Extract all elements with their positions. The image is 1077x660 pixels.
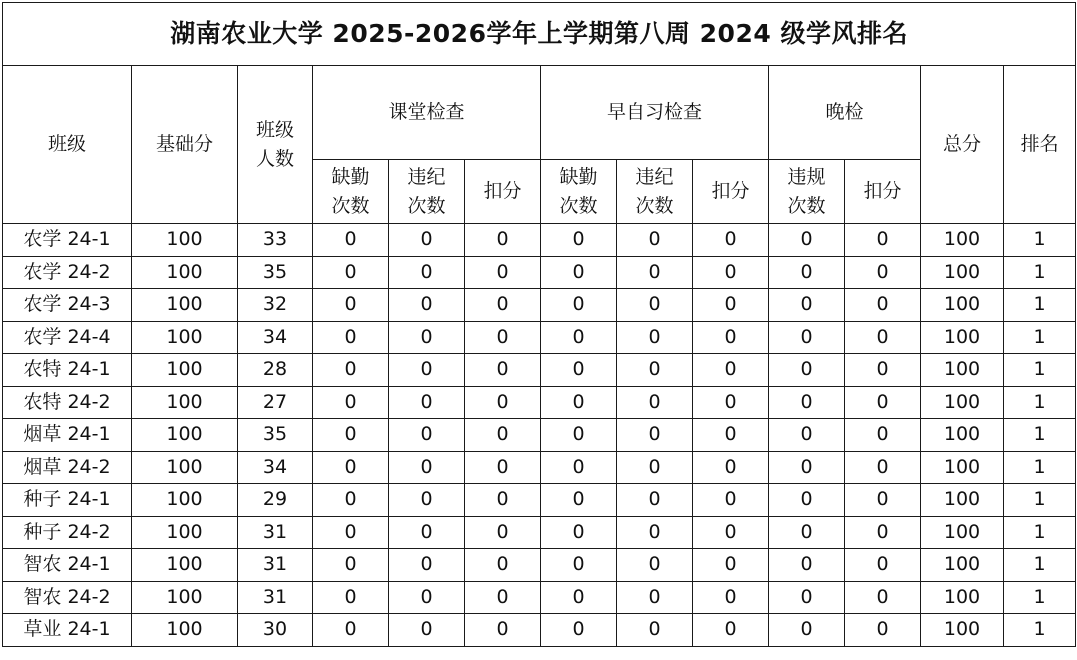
class-size-cell: 35 [238,256,313,289]
morning-absence-cell: 0 [541,484,617,517]
classroom-discipline-cell: 0 [389,289,465,322]
base-score-cell: 100 [132,451,238,484]
classroom-deduction-cell: 0 [465,451,541,484]
page-title: 湖南农业大学 2025-2026学年上学期第八周 2024 级学风排名 [3,3,1076,66]
morning-deduction-cell: 0 [693,581,769,614]
evening-violation-cell: 0 [769,354,845,387]
class-cell: 农学 24-2 [3,256,132,289]
base-score-cell: 100 [132,484,238,517]
total-cell: 100 [921,224,1004,257]
evening-violation-cell: 0 [769,289,845,322]
table-row [3,549,1076,582]
total-cell: 100 [921,256,1004,289]
rank-cell: 1 [1004,354,1076,387]
rank-cell: 1 [1004,321,1076,354]
rank-cell: 1 [1004,451,1076,484]
morning-absence-cell: 0 [541,516,617,549]
morning-absence-cell: 0 [541,256,617,289]
table-row [3,484,1076,517]
evening-deduction-cell: 0 [845,321,921,354]
header-absence-line1: 缺勤 [331,166,370,188]
morning-deduction-cell: 0 [693,321,769,354]
table-row [3,516,1076,549]
base-score-cell: 100 [132,386,238,419]
rank-cell: 1 [1004,289,1076,322]
table-row [3,419,1076,452]
classroom-absence-cell: 0 [313,484,389,517]
total-cell: 100 [921,321,1004,354]
header-absence-line1: 缺勤 [559,166,598,188]
classroom-deduction-cell: 0 [465,516,541,549]
classroom-deduction-cell: 0 [465,549,541,582]
header-violation-line1: 违规 [787,166,826,188]
classroom-deduction-cell: 0 [465,386,541,419]
evening-violation-cell: 0 [769,581,845,614]
total-cell: 100 [921,581,1004,614]
rank-cell: 1 [1004,256,1076,289]
base-score-cell: 100 [132,224,238,257]
base-score-cell: 100 [132,516,238,549]
class-cell: 农学 24-3 [3,289,132,322]
base-score-cell: 100 [132,614,238,647]
ranking-sheet [2,2,1075,658]
ranking-table [2,2,1076,647]
header-morning-discipline [617,160,693,224]
morning-deduction-cell: 0 [693,516,769,549]
class-size-cell: 31 [238,549,313,582]
total-cell: 100 [921,451,1004,484]
classroom-absence-cell: 0 [313,256,389,289]
evening-violation-cell: 0 [769,549,845,582]
classroom-discipline-cell: 0 [389,256,465,289]
morning-absence-cell: 0 [541,354,617,387]
class-size-cell: 27 [238,386,313,419]
morning-discipline-cell: 0 [617,614,693,647]
header-violation-line2: 次数 [787,194,826,217]
class-size-cell: 30 [238,614,313,647]
morning-discipline-cell: 0 [617,516,693,549]
morning-discipline-cell: 0 [617,549,693,582]
rank-cell: 1 [1004,516,1076,549]
base-score-cell: 100 [132,354,238,387]
header-class-size [238,66,313,224]
header-class-size-line2: 人数 [255,147,294,170]
morning-discipline-cell: 0 [617,321,693,354]
header-class-size-line1: 班级 [255,119,294,141]
classroom-deduction-cell: 0 [465,321,541,354]
header-classroom-deduction: 扣分 [465,160,541,224]
base-score-cell: 100 [132,256,238,289]
morning-deduction-cell: 0 [693,451,769,484]
rank-cell: 1 [1004,386,1076,419]
classroom-absence-cell: 0 [313,321,389,354]
base-score-cell: 100 [132,549,238,582]
classroom-discipline-cell: 0 [389,484,465,517]
classroom-deduction-cell: 0 [465,224,541,257]
header-base-score: 基础分 [132,66,238,224]
morning-absence-cell: 0 [541,224,617,257]
morning-absence-cell: 0 [541,289,617,322]
evening-violation-cell: 0 [769,386,845,419]
morning-deduction-cell: 0 [693,224,769,257]
morning-discipline-cell: 0 [617,256,693,289]
evening-deduction-cell: 0 [845,581,921,614]
class-cell: 烟草 24-2 [3,451,132,484]
classroom-deduction-cell: 0 [465,614,541,647]
classroom-discipline-cell: 0 [389,224,465,257]
total-cell: 100 [921,354,1004,387]
header-classroom-discipline [389,160,465,224]
total-cell: 100 [921,419,1004,452]
class-size-cell: 29 [238,484,313,517]
evening-violation-cell: 0 [769,224,845,257]
morning-deduction-cell: 0 [693,289,769,322]
morning-deduction-cell: 0 [693,614,769,647]
class-cell: 种子 24-1 [3,484,132,517]
base-score-cell: 100 [132,321,238,354]
class-cell: 烟草 24-1 [3,419,132,452]
morning-discipline-cell: 0 [617,451,693,484]
evening-deduction-cell: 0 [845,516,921,549]
morning-discipline-cell: 0 [617,386,693,419]
class-size-cell: 35 [238,419,313,452]
classroom-absence-cell: 0 [313,451,389,484]
class-cell: 农学 24-4 [3,321,132,354]
header-morning-deduction: 扣分 [693,160,769,224]
evening-violation-cell: 0 [769,321,845,354]
morning-discipline-cell: 0 [617,354,693,387]
classroom-deduction-cell: 0 [465,289,541,322]
header-discipline-line2: 次数 [635,194,674,217]
class-cell: 农特 24-1 [3,354,132,387]
morning-absence-cell: 0 [541,549,617,582]
header-classroom-absence [313,160,389,224]
rank-cell: 1 [1004,224,1076,257]
class-size-cell: 31 [238,581,313,614]
class-size-cell: 32 [238,289,313,322]
evening-violation-cell: 0 [769,451,845,484]
classroom-absence-cell: 0 [313,549,389,582]
morning-absence-cell: 0 [541,581,617,614]
evening-deduction-cell: 0 [845,354,921,387]
class-size-cell: 33 [238,224,313,257]
header-morning-absence [541,160,617,224]
table-body [3,224,1076,647]
header-rank: 排名 [1004,66,1076,224]
evening-deduction-cell: 0 [845,289,921,322]
classroom-discipline-cell: 0 [389,581,465,614]
base-score-cell: 100 [132,289,238,322]
morning-discipline-cell: 0 [617,224,693,257]
header-classroom-check: 课堂检查 [313,66,541,160]
class-size-cell: 28 [238,354,313,387]
class-size-cell: 31 [238,516,313,549]
rank-cell: 1 [1004,581,1076,614]
evening-deduction-cell: 0 [845,256,921,289]
rank-cell: 1 [1004,614,1076,647]
rank-cell: 1 [1004,419,1076,452]
classroom-discipline-cell: 0 [389,321,465,354]
total-cell: 100 [921,484,1004,517]
evening-violation-cell: 0 [769,419,845,452]
header-class: 班级 [3,66,132,224]
classroom-discipline-cell: 0 [389,614,465,647]
table-row [3,386,1076,419]
evening-deduction-cell: 0 [845,224,921,257]
classroom-discipline-cell: 0 [389,549,465,582]
table-row [3,354,1076,387]
classroom-absence-cell: 0 [313,614,389,647]
header-total: 总分 [921,66,1004,224]
morning-absence-cell: 0 [541,386,617,419]
class-cell: 农学 24-1 [3,224,132,257]
header-absence-line2: 次数 [331,194,370,217]
header-discipline-line1: 违纪 [407,166,446,188]
evening-violation-cell: 0 [769,484,845,517]
classroom-absence-cell: 0 [313,386,389,419]
morning-deduction-cell: 0 [693,549,769,582]
morning-absence-cell: 0 [541,321,617,354]
classroom-deduction-cell: 0 [465,354,541,387]
morning-discipline-cell: 0 [617,419,693,452]
header-evening-deduction: 扣分 [845,160,921,224]
morning-deduction-cell: 0 [693,419,769,452]
table-row [3,451,1076,484]
classroom-deduction-cell: 0 [465,256,541,289]
base-score-cell: 100 [132,581,238,614]
evening-deduction-cell: 0 [845,386,921,419]
classroom-absence-cell: 0 [313,289,389,322]
class-size-cell: 34 [238,321,313,354]
evening-deduction-cell: 0 [845,614,921,647]
classroom-absence-cell: 0 [313,354,389,387]
table-row [3,614,1076,647]
table-row [3,321,1076,354]
morning-discipline-cell: 0 [617,484,693,517]
classroom-absence-cell: 0 [313,581,389,614]
morning-absence-cell: 0 [541,419,617,452]
classroom-absence-cell: 0 [313,516,389,549]
class-cell: 草业 24-1 [3,614,132,647]
morning-deduction-cell: 0 [693,484,769,517]
header-evening-check: 晚检 [769,66,921,160]
header-absence-line2: 次数 [559,194,598,217]
table-row [3,581,1076,614]
evening-deduction-cell: 0 [845,419,921,452]
evening-deduction-cell: 0 [845,451,921,484]
morning-absence-cell: 0 [541,614,617,647]
class-cell: 智农 24-1 [3,549,132,582]
class-size-cell: 34 [238,451,313,484]
total-cell: 100 [921,614,1004,647]
evening-violation-cell: 0 [769,256,845,289]
classroom-deduction-cell: 0 [465,419,541,452]
table-row [3,289,1076,322]
classroom-discipline-cell: 0 [389,419,465,452]
header-evening-violation [769,160,845,224]
evening-deduction-cell: 0 [845,484,921,517]
evening-violation-cell: 0 [769,516,845,549]
morning-absence-cell: 0 [541,451,617,484]
table-row [3,224,1076,257]
rank-cell: 1 [1004,549,1076,582]
classroom-absence-cell: 0 [313,419,389,452]
morning-deduction-cell: 0 [693,256,769,289]
classroom-deduction-cell: 0 [465,581,541,614]
classroom-discipline-cell: 0 [389,516,465,549]
header-discipline-line1: 违纪 [635,166,674,188]
header-morning-check: 早自习检查 [541,66,769,160]
classroom-discipline-cell: 0 [389,354,465,387]
morning-discipline-cell: 0 [617,289,693,322]
total-cell: 100 [921,516,1004,549]
evening-deduction-cell: 0 [845,549,921,582]
classroom-discipline-cell: 0 [389,386,465,419]
morning-deduction-cell: 0 [693,354,769,387]
class-cell: 智农 24-2 [3,581,132,614]
class-cell: 种子 24-2 [3,516,132,549]
morning-discipline-cell: 0 [617,581,693,614]
classroom-discipline-cell: 0 [389,451,465,484]
table-row [3,256,1076,289]
classroom-absence-cell: 0 [313,224,389,257]
base-score-cell: 100 [132,419,238,452]
classroom-deduction-cell: 0 [465,484,541,517]
header-discipline-line2: 次数 [407,194,446,217]
rank-cell: 1 [1004,484,1076,517]
total-cell: 100 [921,289,1004,322]
total-cell: 100 [921,386,1004,419]
evening-violation-cell: 0 [769,614,845,647]
class-cell: 农特 24-2 [3,386,132,419]
morning-deduction-cell: 0 [693,386,769,419]
total-cell: 100 [921,549,1004,582]
